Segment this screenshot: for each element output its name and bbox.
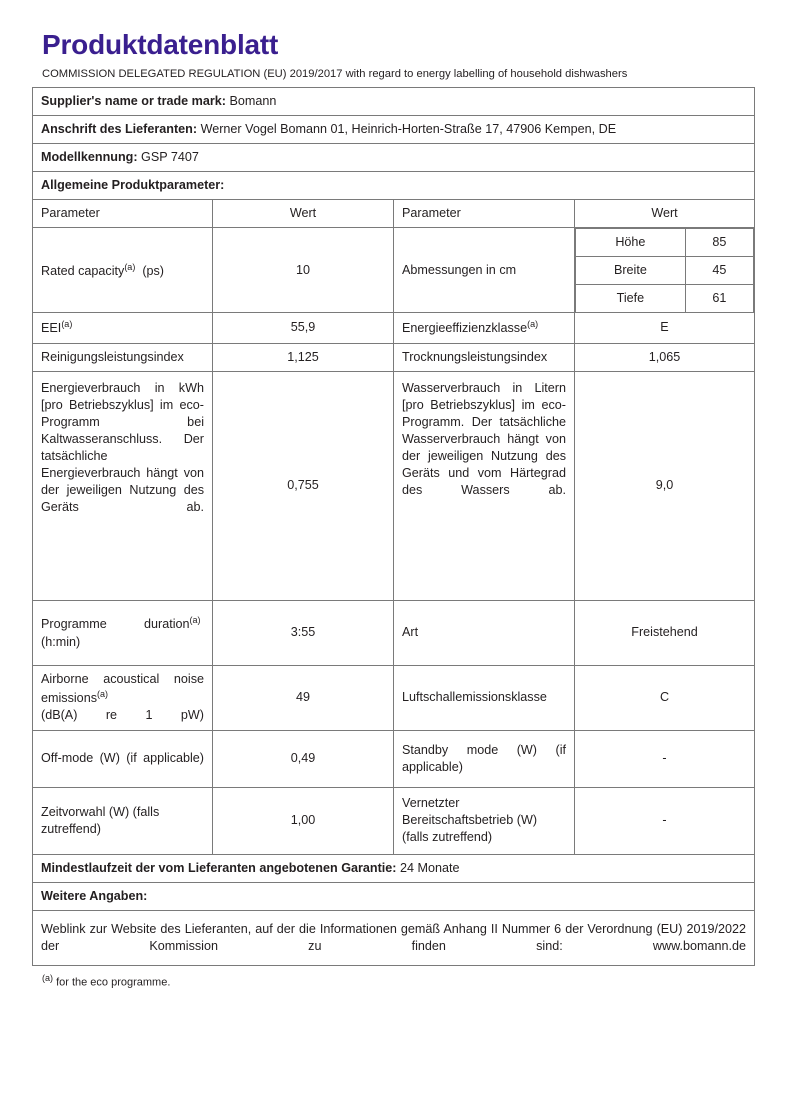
row-label-standby-mode: Standby mode (W) (if applicable) (394, 730, 575, 787)
table-row-weblink (33, 910, 755, 965)
dimension-value-depth: 61 (685, 285, 753, 313)
header-parameter-left: Parameter (33, 200, 213, 228)
table-row (33, 371, 755, 600)
warranty-value: 24 Monate (400, 860, 460, 875)
row-label-energy-consumption: Energieverbrauch in kWh [pro Betriebszyklus] im eco-Programm bei Kaltwasseranschluss. Der tatsächliche Energieverbrauch hängt von der jeweiligen Nutzung des Geräts ab. (33, 371, 213, 600)
table-row (33, 730, 755, 787)
row-value-off-mode: 0,49 (213, 730, 394, 787)
row-value-standby-mode: - (575, 730, 755, 787)
row-value-noise-class: C (575, 665, 755, 730)
table-row-supplier-name (33, 88, 755, 116)
row-value-cleaning-index: 1,125 (213, 343, 394, 371)
weblink-cell (33, 910, 755, 965)
supplier-address-cell (33, 116, 755, 144)
regulation-subtitle: COMMISSION DELEGATED REGULATION (EU) 2019/2017 with regard to energy labelling of household dishwashers (42, 67, 628, 80)
model-label: Modellkennung: (41, 150, 138, 165)
row-value-energy-class: E (575, 313, 755, 343)
row-label-energy-class: Energieeffizienzklasse$^{(a)}$ (394, 313, 575, 343)
row-label-drying-index: Trocknungsleistungsindex (394, 343, 575, 371)
row-value-eei: 55,9 (213, 313, 394, 343)
model-cell (33, 144, 755, 172)
row-value-drying-index: 1,065 (575, 343, 755, 371)
dimension-row-width (576, 257, 754, 285)
footnote-marker: (a) (42, 972, 53, 983)
footnote (42, 973, 767, 989)
header-parameter-right: Parameter (394, 200, 575, 228)
table-row-supplier-address (33, 116, 755, 144)
page-title: Produktdatenblatt (42, 29, 279, 60)
row-label-programme-duration: Programme duration$^{(a)}$ (h:min) (33, 600, 213, 665)
supplier-name-cell (33, 88, 755, 116)
row-label-dimensions: Abmessungen in cm (394, 228, 575, 313)
row-value-water-consumption: 9,0 (575, 371, 755, 600)
dimension-name-width: Breite (576, 257, 686, 285)
row-label-delay-start: Zeitvorwahl (W) (falls zutreffend) (33, 787, 213, 854)
table-header-row (33, 200, 755, 228)
supplier-address-label: Anschrift des Lieferanten: (41, 122, 198, 137)
dimension-name-height: Höhe (576, 229, 686, 257)
row-label-networked-standby: Vernetzter Bereitschaftsbetrieb (W) (falls zutreffend) (394, 787, 575, 854)
table-row-model (33, 144, 755, 172)
row-value-dimensions (575, 228, 755, 313)
general-params-heading: Allgemeine Produktparameter: (33, 172, 755, 200)
dimension-name-depth: Tiefe (576, 285, 686, 313)
header-value-left: Wert (213, 200, 394, 228)
model-value: GSP 7407 (141, 150, 199, 165)
row-value-type: Freistehend (575, 600, 755, 665)
header-value-right: Wert (575, 200, 755, 228)
row-value-energy-consumption: 0,755 (213, 371, 394, 600)
row-label-rated-capacity: Rated capacity$^{(a)}$ (ps) (33, 228, 213, 313)
row-label-eei: EEI$^{(a)}$ (33, 313, 213, 343)
table-row (33, 665, 755, 730)
warranty-cell (33, 854, 755, 882)
table-row (33, 228, 755, 313)
table-row (33, 313, 755, 343)
dimension-value-height: 85 (685, 229, 753, 257)
table-row-general-params (33, 172, 755, 200)
table-row-warranty (33, 854, 755, 882)
row-label-noise-emissions: Airborne acoustical noise emissions$^{(a)}$ (dB(A) re 1 pW) (33, 665, 213, 730)
further-info-heading: Weitere Angaben: (33, 882, 755, 910)
table-row (33, 787, 755, 854)
weblink-url[interactable]: www.bomann.de (652, 938, 747, 953)
table-row (33, 343, 755, 371)
row-value-networked-standby: - (575, 787, 755, 854)
warranty-label: Mindestlaufzeit der vom Lieferanten angebotenen Garantie: (41, 860, 397, 875)
dimension-row-depth (576, 285, 754, 313)
row-label-off-mode: Off-mode (W) (if applicable) (33, 730, 213, 787)
table-row-further-info (33, 882, 755, 910)
product-fiche-table (32, 87, 755, 965)
row-label-noise-class: Luftschallemissionsklasse (394, 665, 575, 730)
footnote-text: for the eco programme. (56, 976, 171, 989)
table-row (33, 600, 755, 665)
dimension-value-width: 45 (685, 257, 753, 285)
row-label-water-consumption: Wasserverbrauch in Litern [pro Betriebszyklus] im eco-Programm. Der tatsächliche Wasserverbrauch hängt von der jeweiligen Nutzung des Geräts und vom Härtegrad des Wassers ab. (394, 371, 575, 600)
weblink-text: Weblink zur Website des Lieferanten, auf der die Informationen gemäß Anhang II Nummer 6 der Verordnung (EU) 2019/2022 der Kommission zu finden sind: (41, 921, 747, 953)
supplier-name-value: Bomann (229, 94, 277, 109)
row-value-noise-emissions: 49 (213, 665, 394, 730)
row-label-type: Art (394, 600, 575, 665)
supplier-address-value: Werner Vogel Bomann 01, Heinrich-Horten-Straße 17, 47906 Kempen, DE (200, 122, 617, 137)
dimension-row-height (576, 229, 754, 257)
supplier-name-label: Supplier's name or trade mark: (41, 94, 226, 109)
dimensions-table (575, 228, 754, 312)
row-value-programme-duration: 3:55 (213, 600, 394, 665)
row-label-cleaning-index: Reinigungsleistungsindex (33, 343, 213, 371)
row-value-rated-capacity: 10 (213, 228, 394, 313)
row-value-delay-start: 1,00 (213, 787, 394, 854)
